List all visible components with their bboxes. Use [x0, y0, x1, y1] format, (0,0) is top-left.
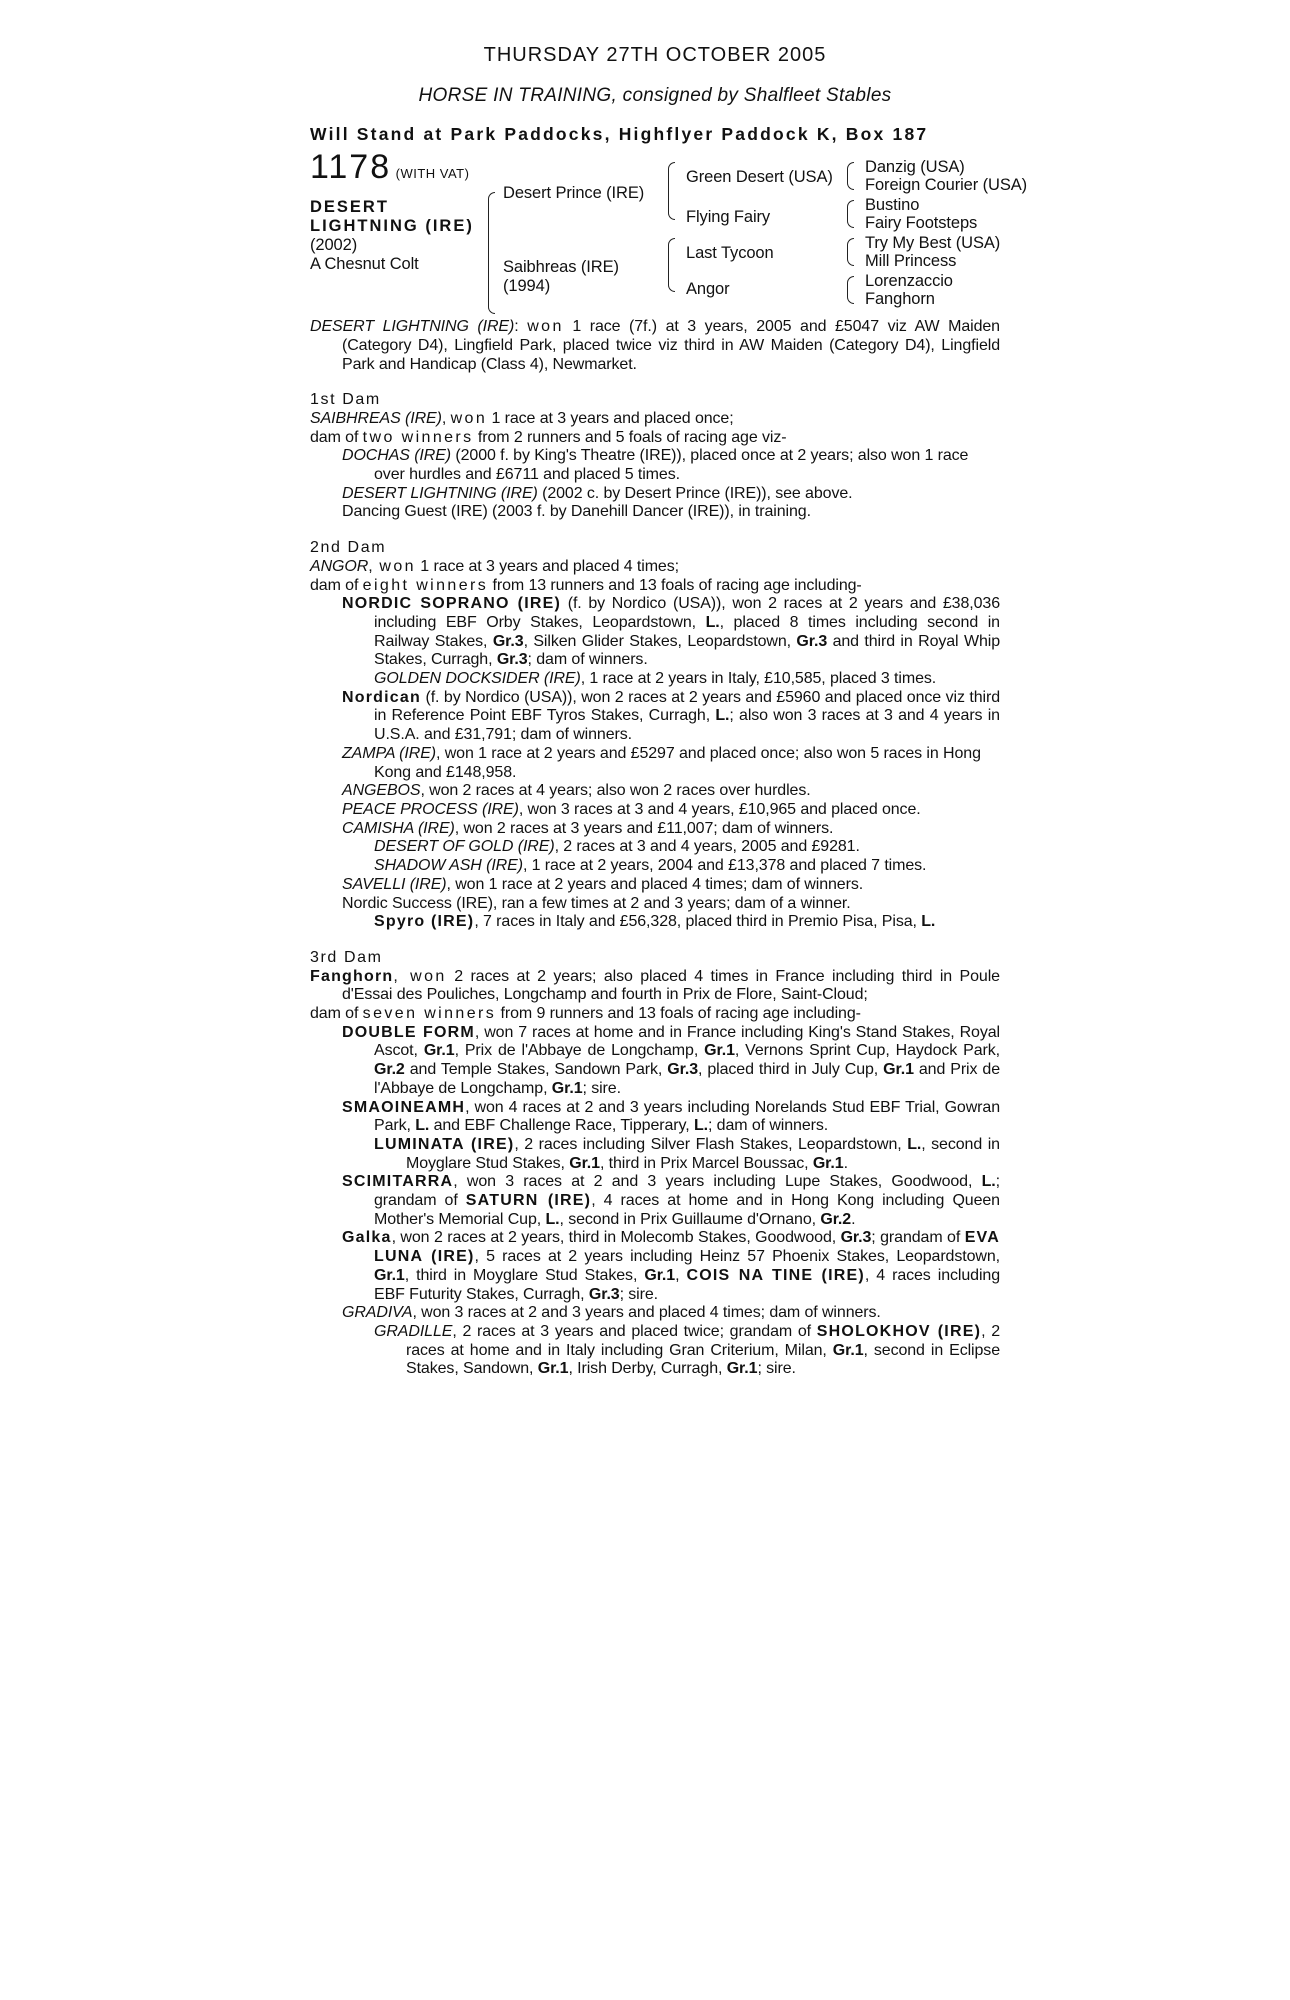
text-segment: , won — [393, 967, 447, 985]
text-segment: eight winners — [362, 576, 489, 594]
list-item — [310, 895, 1000, 914]
text-segment: Gr.3 — [496, 651, 528, 669]
text-segment: 2 races at 2 years; also placed 4 times in France including third in Poule d'Essai des Pouliches, Longchamp and fourth in Prix de Flore, Saint-Cloud; — [342, 967, 1000, 1004]
text-segment: ; dam of winners. — [527, 651, 648, 669]
text-segment: SAIBHREAS (IRE) — [310, 409, 442, 427]
text-segment: L. — [415, 1117, 430, 1135]
text-segment: , 5 races at 2 years including Heinz 57 Phoenix Stakes, Leopardstown, — [474, 1248, 1000, 1266]
third-dam-produce — [310, 1005, 1000, 1024]
list-item — [310, 782, 1000, 801]
text-segment: ANGEBOS — [342, 782, 421, 800]
text-segment: Spyro (IRE) — [374, 913, 475, 931]
text-segment: PEACE PROCESS (IRE) — [342, 800, 519, 818]
text-segment: , won 7 races at home and in France including King's Stand Stakes, Royal Ascot, — [374, 1023, 1000, 1060]
text-segment: , — [368, 557, 373, 575]
second-dam-produce — [310, 577, 1000, 596]
list-item — [310, 1099, 1000, 1136]
third-dam-heading: 3rd Dam — [310, 948, 383, 966]
text-segment: Gr.1 — [704, 1042, 735, 1060]
text-segment: Gr.1 — [726, 1360, 758, 1378]
text-segment: DOCHAS (IRE) — [342, 447, 452, 465]
text-segment: , 1 race at 2 years, 2004 and £13,378 and placed 7 times. — [522, 857, 927, 875]
text-segment: GRADIVA — [342, 1304, 413, 1322]
text-segment: , 2 races at 3 years and placed twice; grandam of — [452, 1322, 817, 1340]
text-segment: Gr.2 — [820, 1210, 852, 1228]
sire-dam: Flying Fairy — [686, 208, 771, 227]
lot-number: 1178 — [310, 148, 392, 187]
dam-sire: Last Tycoon — [686, 244, 774, 263]
text-segment: EVA LUNA (IRE) — [374, 1229, 1000, 1266]
stand-location: Will Stand at Park Paddocks, Highflyer Paddock K, Box 187 — [310, 124, 929, 145]
text-segment: and EBF Challenge Race, Tipperary, — [429, 1117, 694, 1135]
text-segment: , won 2 races at 4 years; also won 2 races over hurdles. — [420, 782, 811, 800]
text-segment: Nordican — [342, 688, 421, 706]
text-segment: from 2 runners and 5 foals of racing age viz- — [473, 428, 787, 446]
text-segment: LUMINATA (IRE) — [374, 1135, 515, 1153]
text-segment: CAMISHA (IRE) — [342, 819, 455, 837]
text-segment: two winners — [362, 428, 474, 446]
text-segment: GOLDEN DOCKSIDER (IRE) — [374, 670, 581, 688]
dam-dam: Angor — [686, 280, 730, 299]
text-segment: (2000 f. by King's Theatre (IRE)), placed once at 2 years; also won 1 race over hurdles and £6711 and placed 5 times. — [374, 447, 969, 484]
list-item — [310, 1173, 1000, 1229]
list-item — [310, 447, 1000, 484]
list-item — [310, 595, 1000, 670]
pedigree-brace — [488, 192, 495, 314]
pedigree-brace — [668, 238, 675, 292]
text-segment: 1 race at 3 years and placed 4 times; — [415, 557, 679, 575]
catalogue-page — [310, 42, 1028, 1379]
dam: Saibhreas (IRE) — [503, 258, 619, 277]
text-segment: ; also won 3 races at 3 and 4 years in U.S.A. and £31,791; dam of winners. — [374, 707, 1000, 744]
text-segment: , won 2 races at 3 years and £11,007; dam of winners. — [454, 819, 834, 837]
text-segment: , third in Moyglare Stud Stakes, — [404, 1266, 645, 1284]
first-dam-produce — [310, 429, 1000, 448]
text-segment: , won 3 races at 2 and 3 years and placed 4 times; dam of winners. — [412, 1304, 881, 1322]
horse-name: DESERT LIGHTNING (IRE) — [310, 318, 515, 336]
gen3-8: Fanghorn — [865, 290, 935, 309]
text-segment: , 4 races including EBF Futurity Stakes, Curragh, — [374, 1266, 1000, 1303]
text-segment: , Prix de l'Abbaye de Longchamp, — [454, 1042, 705, 1060]
list-item — [310, 1304, 1000, 1323]
text-segment: SHOLOKHOV (IRE) — [816, 1322, 982, 1340]
foaling-year: (2002) — [310, 236, 358, 255]
list-item — [310, 838, 1000, 857]
pedigree-brace — [847, 200, 854, 228]
text-segment: SHADOW ASH (IRE) — [374, 857, 523, 875]
text-segment: Dancing Guest (IRE) (2003 f. by Danehill Dancer (IRE)), in training. — [342, 503, 811, 521]
text-segment: (f. by Nordico (USA)), won 2 races at 2 years and £5960 and placed once viz third in Reference Point EBF Tyros Stakes, Curragh, — [374, 688, 1000, 725]
text-segment: Gr.3 — [588, 1285, 620, 1303]
text-segment: 1 race (7f.) at 3 years, 2005 and £5047 viz AW Maiden (Category D4), Lingfield Park, placed twice viz third in AW Maiden (Category D4), Lingfield Park and Handicap (Class 4), Newmarket. — [342, 318, 1000, 373]
text-segment: dam of — [310, 1005, 363, 1023]
text-segment: , won 3 races at 3 and 4 years, £10,965 and placed once. — [518, 800, 921, 818]
list-item — [310, 1024, 1000, 1099]
pedigree-brace — [847, 162, 854, 190]
text-segment: , Irish Derby, Curragh, — [568, 1360, 727, 1378]
text-segment: Gr.1 — [551, 1079, 583, 1097]
lot-header — [310, 148, 470, 187]
text-segment: dam of — [310, 576, 363, 594]
text-segment: L. — [907, 1135, 922, 1153]
text-segment: , placed 8 times including second in Railway Stakes, — [374, 613, 1000, 650]
text-segment: Gr.3 — [667, 1061, 698, 1079]
pedigree-brace — [847, 276, 854, 304]
list-item — [310, 1229, 1000, 1304]
text-segment: dam of — [310, 428, 363, 446]
text-segment: Gr.3 — [796, 632, 828, 650]
second-dam-line — [310, 558, 1000, 577]
list-item — [310, 1323, 1000, 1379]
gen3-5: Try My Best (USA) — [865, 234, 1001, 253]
text-segment: ZAMPA (IRE) — [342, 744, 437, 762]
text-segment: GRADILLE — [374, 1322, 453, 1340]
text-segment: . — [851, 1210, 856, 1228]
text-segment: ANGOR — [310, 557, 369, 575]
text-segment: SCIMITARRA — [342, 1173, 454, 1191]
text-segment: , won 2 races at 2 years, third in Molecomb Stakes, Goodwood, — [391, 1229, 841, 1247]
gen3-1: Danzig (USA) — [865, 158, 965, 177]
text-segment: L. — [705, 613, 720, 631]
text-segment: from 9 runners and 13 foals of racing age including- — [496, 1005, 861, 1023]
list-item — [310, 801, 1000, 820]
text-segment: Gr.1 — [883, 1061, 914, 1079]
dam-year: (1994) — [503, 277, 551, 296]
sale-date: THURSDAY 27TH OCTOBER 2005 — [483, 44, 827, 66]
text-segment: NORDIC SOPRANO (IRE) — [342, 595, 561, 613]
sire: Desert Prince (IRE) — [503, 184, 645, 203]
list-item — [310, 503, 1000, 522]
pedigree-brace — [668, 162, 675, 220]
text-segment: L. — [715, 707, 730, 725]
text-segment: , 2 races including Silver Flash Stakes, Leopardstown, — [514, 1135, 908, 1153]
text-segment: Gr.1 — [832, 1341, 864, 1359]
text-segment: Gr.2 — [374, 1061, 405, 1079]
text-segment: , second in Moyglare Stud Stakes, — [406, 1135, 1000, 1172]
text-segment: Gr.3 — [840, 1229, 872, 1247]
vat-note: (WITH VAT) — [395, 166, 470, 182]
pedigree-brace — [847, 238, 854, 266]
text-segment: , placed third in July Cup, — [698, 1061, 884, 1079]
text-segment: , won 4 races at 2 and 3 years including Norelands Stud EBF Trial, Gowran Park, — [374, 1098, 1000, 1135]
text-segment: , Vernons Sprint Cup, Haydock Park, — [734, 1042, 1000, 1060]
gen3-7: Lorenzaccio — [865, 272, 953, 291]
text-segment: (2002 c. by Desert Prince (IRE)), see above. — [537, 484, 853, 502]
text-segment: Gr.3 — [492, 632, 524, 650]
gen3-3: Bustino — [865, 196, 920, 215]
list-item — [310, 670, 1000, 689]
list-item — [310, 1136, 1000, 1173]
text-segment: SMAOINEAMH — [342, 1098, 466, 1116]
text-segment: Gr.1 — [537, 1360, 569, 1378]
text-segment: DESERT LIGHTNING (IRE) — [342, 484, 538, 502]
list-item — [310, 820, 1000, 839]
list-item — [310, 485, 1000, 504]
text-segment: , won 1 race at 2 years and £5297 and placed once; also won 5 races in Hong Kong and £148,958. — [374, 744, 981, 781]
list-item — [310, 857, 1000, 876]
horse-name-2: LIGHTNING (IRE) — [310, 217, 474, 236]
third-dam-line — [310, 968, 1000, 1005]
second-dam-heading: 2nd Dam — [310, 539, 387, 557]
text-segment: won — [372, 557, 416, 575]
text-segment: ; sire. — [582, 1079, 621, 1097]
horse-name-1: DESERT — [310, 198, 389, 217]
text-segment: Gr.1 — [374, 1266, 405, 1284]
text-segment: COIS NA TINE (IRE) — [686, 1266, 865, 1284]
list-item — [310, 745, 1000, 782]
text-segment: seven winners — [362, 1005, 497, 1023]
first-dam-line: SAIBHREAS (IRE), won 1 race at 3 years and placed once; — [310, 409, 734, 427]
text-segment: won — [527, 318, 564, 336]
race-record — [310, 318, 1000, 374]
text-segment: L. — [921, 913, 936, 931]
text-segment: , — [675, 1266, 687, 1284]
text-segment: , 4 races at home and in Hong Kong including Queen Mother's Memorial Cup, — [374, 1192, 1000, 1228]
gen3-4: Fairy Footsteps — [865, 214, 978, 233]
text-segment: ; grandam of — [374, 1173, 1000, 1210]
text-segment: won — [450, 409, 488, 427]
gen3-6: Mill Princess — [865, 252, 957, 271]
text-segment: and Temple Stakes, Sandown Park, — [404, 1061, 668, 1079]
text-segment: from 13 runners and 13 foals of racing age including- — [488, 576, 862, 594]
text-segment: L. — [981, 1173, 996, 1191]
text-segment: (f. by Nordico (USA)), won 2 races at 2 years and £38,036 including EBF Orby Stakes, Leopardstown, — [374, 595, 1000, 631]
text-segment: SATURN (IRE) — [465, 1192, 592, 1210]
text-segment: Nordic Success (IRE), ran a few times at 2 and 3 years; dam of a winner. — [342, 894, 851, 912]
text-segment: , third in Prix Marcel Boussac, — [599, 1154, 813, 1172]
text-segment: : — [514, 318, 519, 336]
text-segment: ; sire. — [757, 1360, 796, 1378]
sire-sire: Green Desert (USA) — [686, 168, 833, 187]
list-item — [310, 876, 1000, 895]
consignor-line: HORSE IN TRAINING, consigned by Shalfleet Stables — [418, 84, 892, 106]
text-segment: ; dam of winners. — [707, 1117, 829, 1135]
text-segment: and Prix de l'Abbaye de Longchamp, — [374, 1061, 1000, 1097]
text-segment: , won 1 race at 2 years and placed 4 times; dam of winners. — [446, 875, 864, 893]
text-segment: . — [843, 1154, 848, 1172]
text-segment: Gr.1 — [812, 1154, 844, 1172]
text-segment: L. — [693, 1117, 708, 1135]
text-segment: , 1 race at 2 years in Italy, £10,585, placed 3 times. — [580, 670, 937, 688]
text-segment: , Silken Glider Stakes, Leopardstown, — [523, 632, 797, 650]
gen3-2: Foreign Courier (USA) — [865, 176, 1028, 195]
text-segment: , 2 races at 3 and 4 years, 2005 and £9281. — [554, 838, 860, 856]
text-segment: , won 3 races at 2 and 3 years including Lupe Stakes, Goodwood, — [453, 1173, 982, 1191]
first-dam-heading: 1st Dam — [310, 391, 381, 409]
text-segment: ; sire. — [619, 1285, 659, 1303]
text-segment: , second in Prix Guillaume d'Ornano, — [559, 1210, 821, 1228]
text-segment: SAVELLI (IRE) — [342, 875, 447, 893]
text-segment: , second in Eclipse Stakes, Sandown, — [406, 1341, 1000, 1378]
pedigree-table — [310, 148, 1028, 318]
text-segment: DESERT OF GOLD (IRE) — [374, 838, 555, 856]
text-segment: Gr.1 — [423, 1042, 455, 1060]
text-segment: and third in Royal Whip Stakes, Curragh, — [374, 632, 1000, 669]
list-item — [310, 913, 1000, 932]
text-segment: , 2 races at home and in Italy including Gran Criterium, Milan, — [406, 1322, 1000, 1359]
text-segment: L. — [545, 1210, 560, 1228]
list-item — [310, 689, 1000, 745]
text-segment: ; grandam of — [871, 1229, 965, 1247]
text-segment: DOUBLE FORM — [342, 1023, 475, 1041]
text-segment: Gr.1 — [644, 1266, 676, 1284]
text-segment: 1 race at 3 years and placed once; — [487, 409, 734, 427]
horse-description: A Chesnut Colt — [310, 255, 419, 274]
text-segment: Fanghorn — [310, 967, 394, 985]
text-segment: , 7 races in Italy and £56,328, placed third in Premio Pisa, Pisa, — [474, 913, 922, 931]
text-segment: Galka — [342, 1229, 392, 1247]
text-segment: Gr.1 — [569, 1154, 600, 1172]
